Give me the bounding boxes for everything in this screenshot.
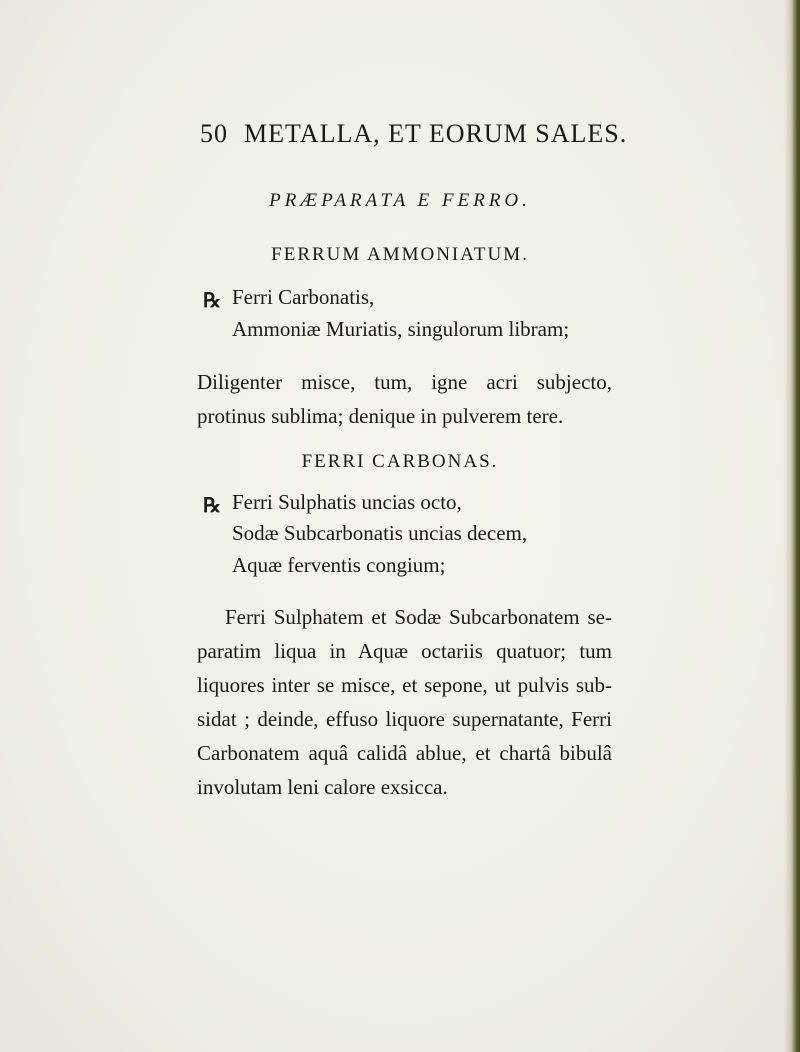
ingredient-line: Ferri Carbonatis,	[232, 285, 375, 309]
directions-line: paratim liqua in Aquæ octariis quatuor; tum	[197, 639, 612, 663]
ingredient-line: Aquæ ferventis congium;	[232, 553, 446, 577]
running-head	[200, 119, 627, 149]
directions-paragraph	[197, 365, 612, 433]
directions-line: Carbonatem aquâ calidâ ablue, et chartâ bibulâ	[197, 741, 612, 765]
recipe-symbol-icon: ℞	[203, 495, 221, 517]
directions-line: Ferri Sulphatem et Sodæ Subcarbonatem se-	[225, 605, 612, 629]
ingredient-line: Sodæ Subcarbonatis uncias decem,	[232, 521, 528, 545]
directions-paragraph	[197, 600, 612, 804]
recipe-heading-ferrum-ammoniatum: FERRUM AMMONIATUM.	[271, 244, 529, 265]
page-edge	[784, 0, 800, 1052]
section-title: PRÆPARATA E FERRO.	[269, 190, 531, 211]
directions-line: Diligenter misce, tum, igne acri subjecto,	[197, 370, 612, 394]
running-head-title: METALLA, ET EORUM SALES.	[244, 119, 628, 148]
ingredient-line: Ammoniæ Muriatis, singulorum libram;	[232, 317, 570, 341]
directions-line: liquores inter se misce, et sepone, ut pulvis sub-	[197, 673, 612, 697]
ingredient-line: Ferri Sulphatis uncias octo,	[232, 490, 462, 514]
page-number: 50	[200, 119, 228, 148]
directions-line: sidat ; deinde, effuso liquore supernatante, Ferri	[197, 707, 612, 731]
directions-line: protinus sublima; denique in pulverem tere.	[197, 404, 564, 428]
recipe-symbol-icon: ℞	[203, 290, 221, 312]
directions-line: involutam leni calore exsicca.	[197, 775, 448, 799]
recipe-heading-ferri-carbonas: FERRI CARBONAS.	[301, 451, 499, 472]
